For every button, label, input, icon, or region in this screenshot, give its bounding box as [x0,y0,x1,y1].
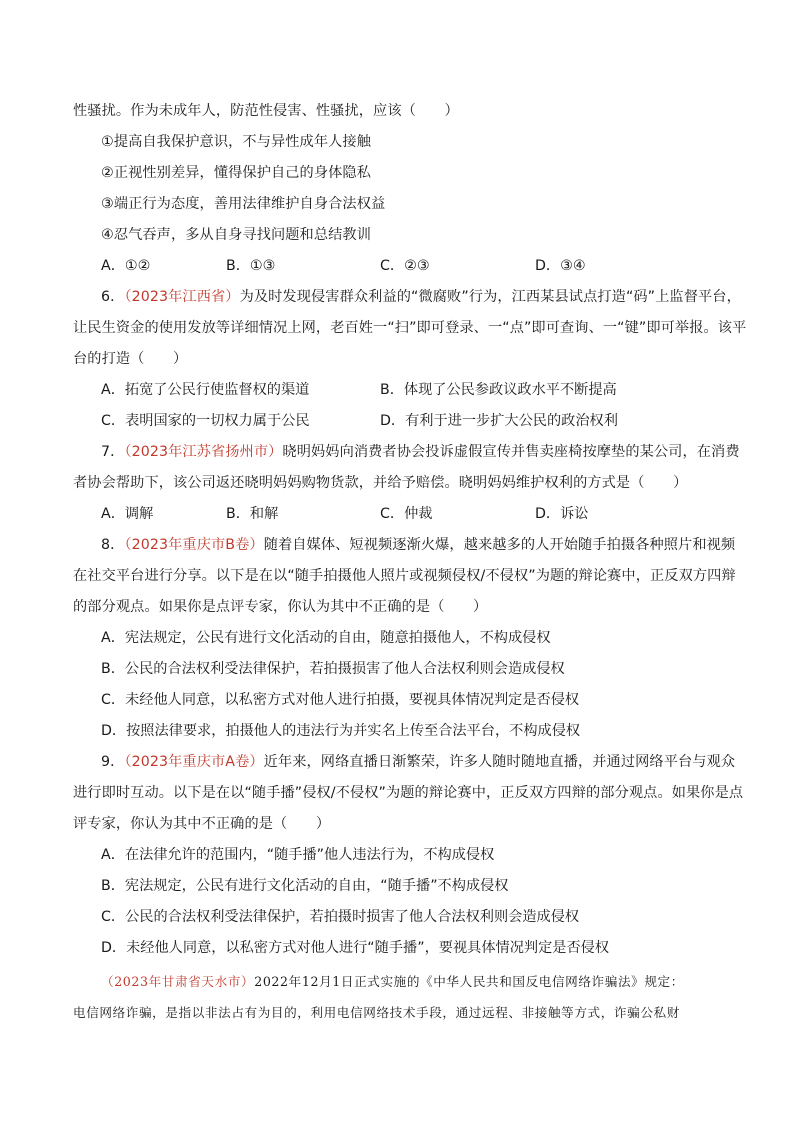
q5-statement-4: ④忍气吞声，多从自身寻找问题和总结教训 [101,227,371,243]
q9-stem-line-3: 评专家，你认为其中不正确的是（ ） [73,816,331,832]
q5-stem-tail: 性骚扰。作为未成年人，防范性侵害、性骚扰，应该（ ） [73,103,459,119]
q6-stem-line-1 [101,287,741,307]
q8-stem-line-2: 在社交平台进行分享。以下是在以“随手拍摄他人照片或视频侵权/不侵权”为题的辩论赛中，正反双方四辩 [73,568,736,584]
q6-option-d[interactable]: D．有利于进一步扩大公民的政治权利 [380,413,618,429]
q7-option-c[interactable]: C．仲裁 [380,506,433,522]
q8-option-d[interactable]: D．按照法律要求，拍摄他人的违法行为并实名上传至合法平台，不构成侵权 [101,723,581,739]
q7-stem-line-2: 者协会帮助下，该公司返还晓明妈妈购物货款，并给予赔偿。晓明妈妈维护权利的方式是（ ） [73,475,688,491]
q7-option-a[interactable]: A．调解 [101,506,154,522]
source-tag: （2023年江苏省扬州市） [124,444,283,460]
stem-text: 为及时发现侵害群众利益的“微腐败”行为，江西某县试点打造“码”上监督平台， [239,289,741,305]
stem-text: 随着自媒体、短视频逐渐火爆，越来越多的人开始随手拍摄各种照片和视频 [263,537,736,553]
q8-option-b[interactable]: B．公民的合法权利受法律保护，若拍摄损害了他人合法权利则会造成侵权 [101,661,565,677]
q9-option-d[interactable]: D．未经他人同意，以私密方式对他人进行“随手播”，要视具体情况判定是否侵权 [101,940,610,956]
q8-stem-line-1 [101,535,735,555]
q6-option-c[interactable]: C．表明国家的一切权力属于公民 [101,413,310,429]
source-tag: （2023年重庆市B卷） [124,537,264,553]
q8-stem-line-3: 的部分观点。如果你是点评专家，你认为其中不正确的是（ ） [73,599,488,615]
q5-option-c[interactable]: C．②③ [380,258,430,274]
q5-statement-2: ②正视性别差异，懂得保护自己的身体隐私 [101,165,371,181]
q7-option-d[interactable]: D．诉讼 [535,506,589,522]
q9-stem-line-1 [101,752,735,772]
q9-stem-line-2: 进行即时互动。以下是在以“随手播”侵权/不侵权”为题的辩论赛中，正反双方四辩的部分观点。如果你是点 [73,785,744,801]
q7-option-b[interactable]: B．和解 [226,506,279,522]
source-tag: （2023年甘肃省天水市） [101,974,255,989]
q5-statement-3: ③端正行为态度，善用法律维护自身合法权益 [101,196,386,212]
material-text: 2022年12月1日正式实施的《中华人民共和国反电信网络诈骗法》规定： [254,974,684,989]
q6-option-a[interactable]: A．拓宽了公民行使监督权的渠道 [101,382,310,398]
question-number: 8． [101,537,125,553]
q6-option-b[interactable]: B．体现了公民参政议政水平不断提高 [380,382,617,398]
q8-option-c[interactable]: C．未经他人同意，以私密方式对他人进行拍摄，要视具体情况判定是否侵权 [101,692,580,708]
q8-option-a[interactable]: A．宪法规定，公民有进行文化活动的自由，随意拍摄他人，不构成侵权 [101,630,551,646]
q5-option-a[interactable]: A．①② [101,258,151,274]
source-tag: （2023年江西省） [124,289,240,305]
question-number: 9． [101,754,125,770]
source-tag: （2023年重庆市A卷） [124,754,264,770]
q6-stem-line-2: 让民生资金的使用发放等详细情况上网，老百姓一“扫”即可登录、一“点”即可查询、一“键”即可举报。该平 [73,320,747,336]
q5-option-b[interactable]: B．①③ [226,258,276,274]
question-number: 6． [101,289,125,305]
question-number: 7． [101,444,125,460]
q9-option-b[interactable]: B．宪法规定，公民有进行文化活动的自由，“随手播”不构成侵权 [101,878,509,894]
q9-option-c[interactable]: C．公民的合法权利受法律保护，若拍摄时损害了他人合法权利则会造成侵权 [101,909,580,925]
q10-material-line-2: 电信网络诈骗，是指以非法占有为目的，利用电信网络技术手段，通过远程、非接触等方式，诈骗公私财 [73,1005,680,1020]
q5-statement-1: ①提高自我保护意识，不与异性成年人接触 [101,134,371,150]
q6-stem-line-3: 台的打造（ ） [73,351,188,367]
stem-text: 晓明妈妈向消费者协会投诉虚假宣传并售卖座椅按摩垫的某公司，在消费 [282,444,740,460]
q9-option-a[interactable]: A．在法律允许的范围内，“随手播”他人违法行为，不构成侵权 [101,847,495,863]
q7-stem-line-1 [101,442,740,462]
q10-material-line-1 [101,972,684,992]
stem-text: 近年来，网络直播日渐繁荣，许多人随时随地直播，并通过网络平台与观众 [263,754,736,770]
q5-option-d[interactable]: D．③④ [535,258,586,274]
